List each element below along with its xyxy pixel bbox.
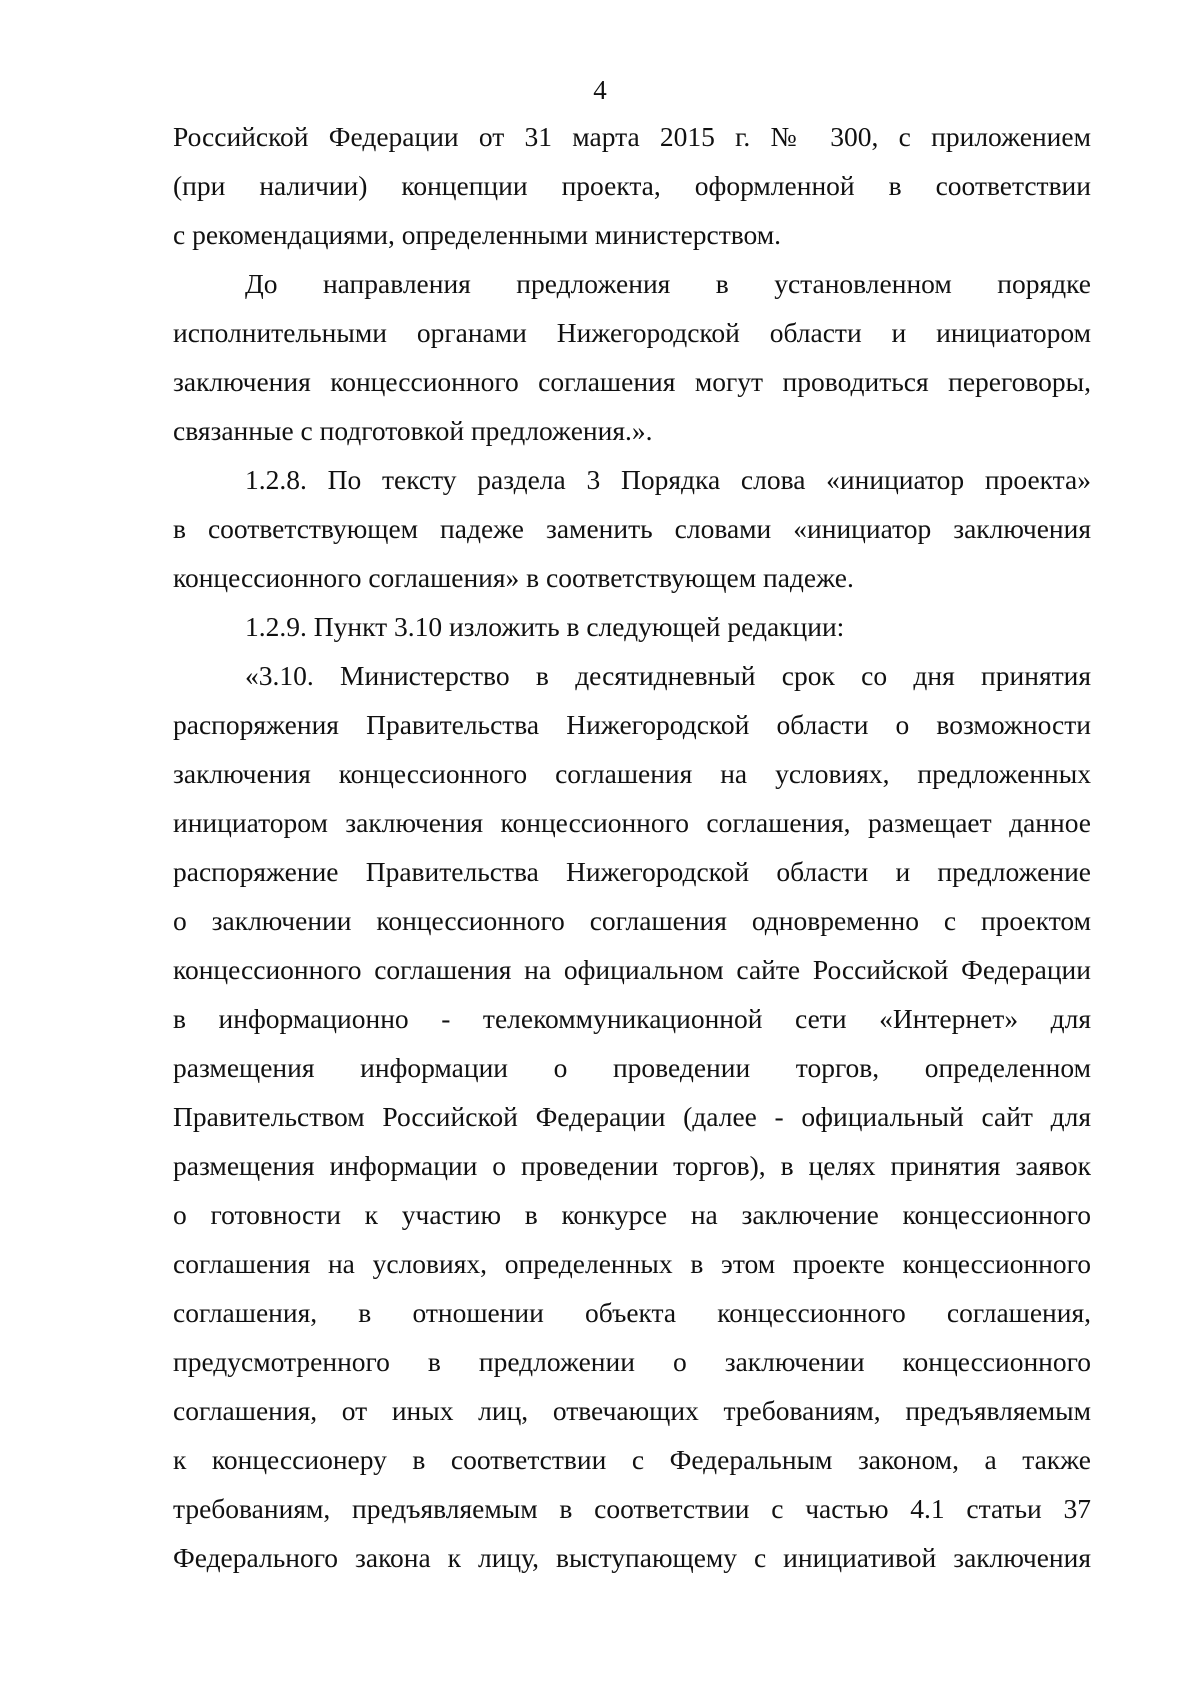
text-line: соглашения, от иных лиц, отвечающих требованиям, предъявляемым [173,1395,1091,1426]
text-line: соглашения, в отношении объекта концессионного соглашения, [173,1297,1091,1328]
text-line: о заключении концессионного соглашения одновременно с проектом [173,905,1091,936]
text-line: требованиям, предъявляемым в соответствии с частью 4.1 статьи 37 [173,1493,1091,1524]
text-line: инициатором заключения концессионного соглашения, размещает данное [173,807,1091,838]
text-line: «3.10. Министерство в десятидневный срок со дня принятия [245,660,1091,691]
text-line: в информационно - телекоммуникационной сети «Интернет» для [173,1003,1091,1034]
text-line: о готовности к участию в конкурсе на заключение концессионного [173,1199,1091,1230]
text-line: 1.2.9. Пункт 3.10 изложить в следующей редакции: [245,611,845,642]
text-line: в соответствующем падеже заменить словами «инициатор заключения [173,513,1091,544]
text-line: Федерального закона к лицу, выступающему с инициативой заключения [173,1542,1091,1573]
text-line: концессионного соглашения на официальном сайте Российской Федерации [173,954,1091,985]
text-line: До направления предложения в установленном порядке [245,268,1091,299]
text-line: связанные с подготовкой предложения.». [173,415,653,446]
text-line: предусмотренного в предложении о заключении концессионного [173,1346,1091,1377]
text-line: заключения концессионного соглашения могут проводиться переговоры, [173,366,1091,397]
document-body [173,112,1091,1582]
text-line: к концессионеру в соответствии с Федеральным законом, а также [173,1444,1091,1475]
text-line: (при наличии) концепции проекта, оформленной в соответствии [173,170,1091,201]
text-line: Российской Федерации от 31 марта 2015 г. № 300, с приложением [173,121,1091,152]
text-line: соглашения на условиях, определенных в этом проекте концессионного [173,1248,1091,1279]
text-line: концессионного соглашения» в соответствующем падеже. [173,562,854,593]
text-line: распоряжение Правительства Нижегородской области и предложение [173,856,1091,887]
text-line: исполнительными органами Нижегородской области и инициатором [173,317,1091,348]
text-line: размещения информации о проведении торгов), в целях принятия заявок [173,1150,1091,1181]
text-line: заключения концессионного соглашения на условиях, предложенных [173,758,1091,789]
text-line: распоряжения Правительства Нижегородской области о возможности [173,709,1091,740]
page-number: 4 [593,75,607,105]
text-line: Правительством Российской Федерации (далее - официальный сайт для [173,1101,1091,1132]
text-line: 1.2.8. По тексту раздела 3 Порядка слова «инициатор проекта» [245,464,1091,495]
text-line: с рекомендациями, определенными министерством. [173,219,782,250]
text-line: размещения информации о проведении торгов, определенном [173,1052,1091,1083]
